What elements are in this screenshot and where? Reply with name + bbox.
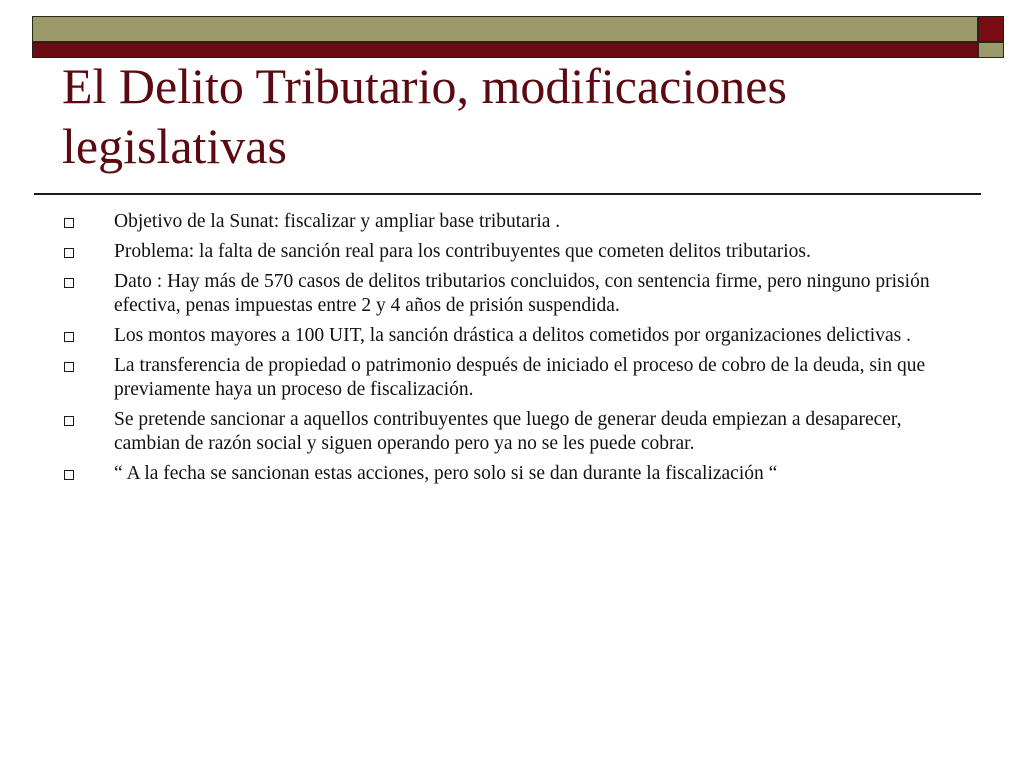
bullet-item [64, 408, 964, 456]
hollow-square-icon [64, 362, 74, 372]
hollow-square-icon [64, 416, 74, 426]
bullet-item [64, 324, 964, 348]
bullet-item [64, 462, 964, 486]
bullet-item [64, 354, 964, 402]
bullet-item [64, 240, 964, 264]
header-square-maroon [978, 16, 1004, 42]
bullet-text: Los montos mayores a 100 UIT, la sanción drástica a delitos cometidos por organizaciones delictivas . [114, 325, 911, 346]
header-bar-olive [32, 16, 978, 42]
bullet-text: Objetivo de la Sunat: fiscalizar y ampliar base tributaria . [114, 211, 561, 232]
header-square-olive [978, 42, 1004, 58]
bullet-text: La transferencia de propiedad o patrimonio después de iniciado el proceso de cobro de la deuda, sin que previamente haya un proceso de fiscalización. [114, 355, 926, 400]
bullet-text: “ A la fecha se sancionan estas acciones, pero solo si se dan durante la fiscalización “ [114, 463, 778, 484]
hollow-square-icon [64, 470, 74, 480]
bullet-item [64, 270, 964, 318]
bullet-text: Problema: la falta de sanción real para los contribuyentes que cometen delitos tributarios. [114, 241, 811, 262]
slide-title: El Delito Tributario, modificaciones legislativas [62, 58, 787, 174]
hollow-square-icon [64, 248, 74, 258]
bullet-list [64, 210, 964, 492]
hollow-square-icon [64, 218, 74, 228]
hollow-square-icon [64, 332, 74, 342]
hollow-square-icon [64, 278, 74, 288]
bullet-text: Dato : Hay más de 570 casos de delitos tributarios concluidos, con sentencia firme, pero ninguno prisión efectiva, penas impuestas entre 2 y 4 años de prisión suspendida. [114, 271, 930, 316]
bullet-text: Se pretende sancionar a aquellos contribuyentes que luego de generar deuda empiezan a desaparecer, cambian de razón social y siguen operando pero ya no se les puede cobrar. [114, 409, 902, 454]
title-divider [34, 193, 981, 195]
bullet-item [64, 210, 964, 234]
